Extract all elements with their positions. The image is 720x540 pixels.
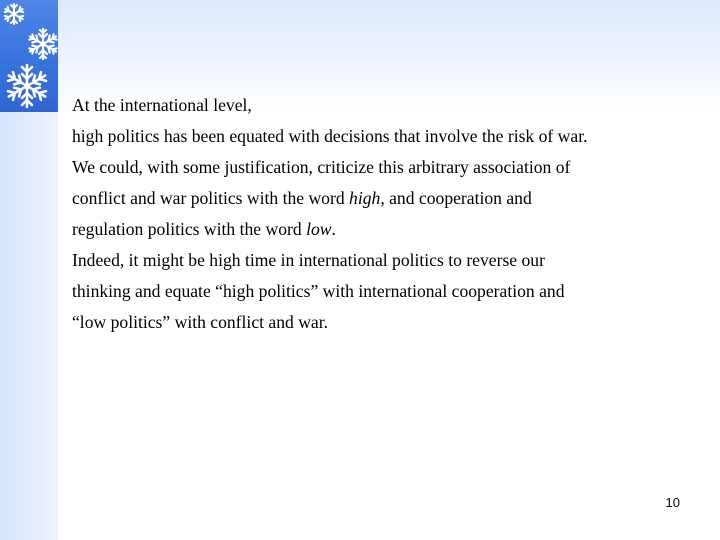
text-line	[72, 276, 692, 307]
text-segment: regulation politics with the word	[72, 219, 307, 239]
text-line	[72, 245, 692, 276]
text-segment: At the international level,	[72, 95, 252, 115]
snowflake-icon	[3, 62, 51, 110]
text-segment: “low politics” with conflict and war.	[72, 312, 329, 332]
page-number: 10	[665, 495, 680, 510]
snowflake-icon	[26, 27, 60, 61]
italic-word-high: high	[349, 188, 381, 208]
text-segment: .	[331, 219, 336, 239]
italic-word-low: low	[306, 219, 332, 239]
text-segment: conflict and war politics with the word	[72, 188, 350, 208]
text-segment: thinking and equate “high politics” with international cooperation and	[72, 281, 565, 301]
text-line	[72, 183, 692, 214]
text-segment: high politics has been equated with decisions that involve the risk of war.	[72, 126, 588, 146]
text-segment: We could, with some justification, criticize this arbitrary association of	[72, 157, 571, 177]
text-line	[72, 90, 692, 121]
text-line	[72, 214, 692, 245]
text-line	[72, 152, 692, 183]
snowflake-icon	[2, 2, 26, 26]
text-segment: Indeed, it might be high time in international politics to reverse our	[72, 250, 545, 270]
text-line	[72, 121, 692, 152]
text-segment: , and cooperation and	[380, 188, 532, 208]
text-line	[72, 307, 692, 338]
slide-body-text	[72, 90, 692, 338]
